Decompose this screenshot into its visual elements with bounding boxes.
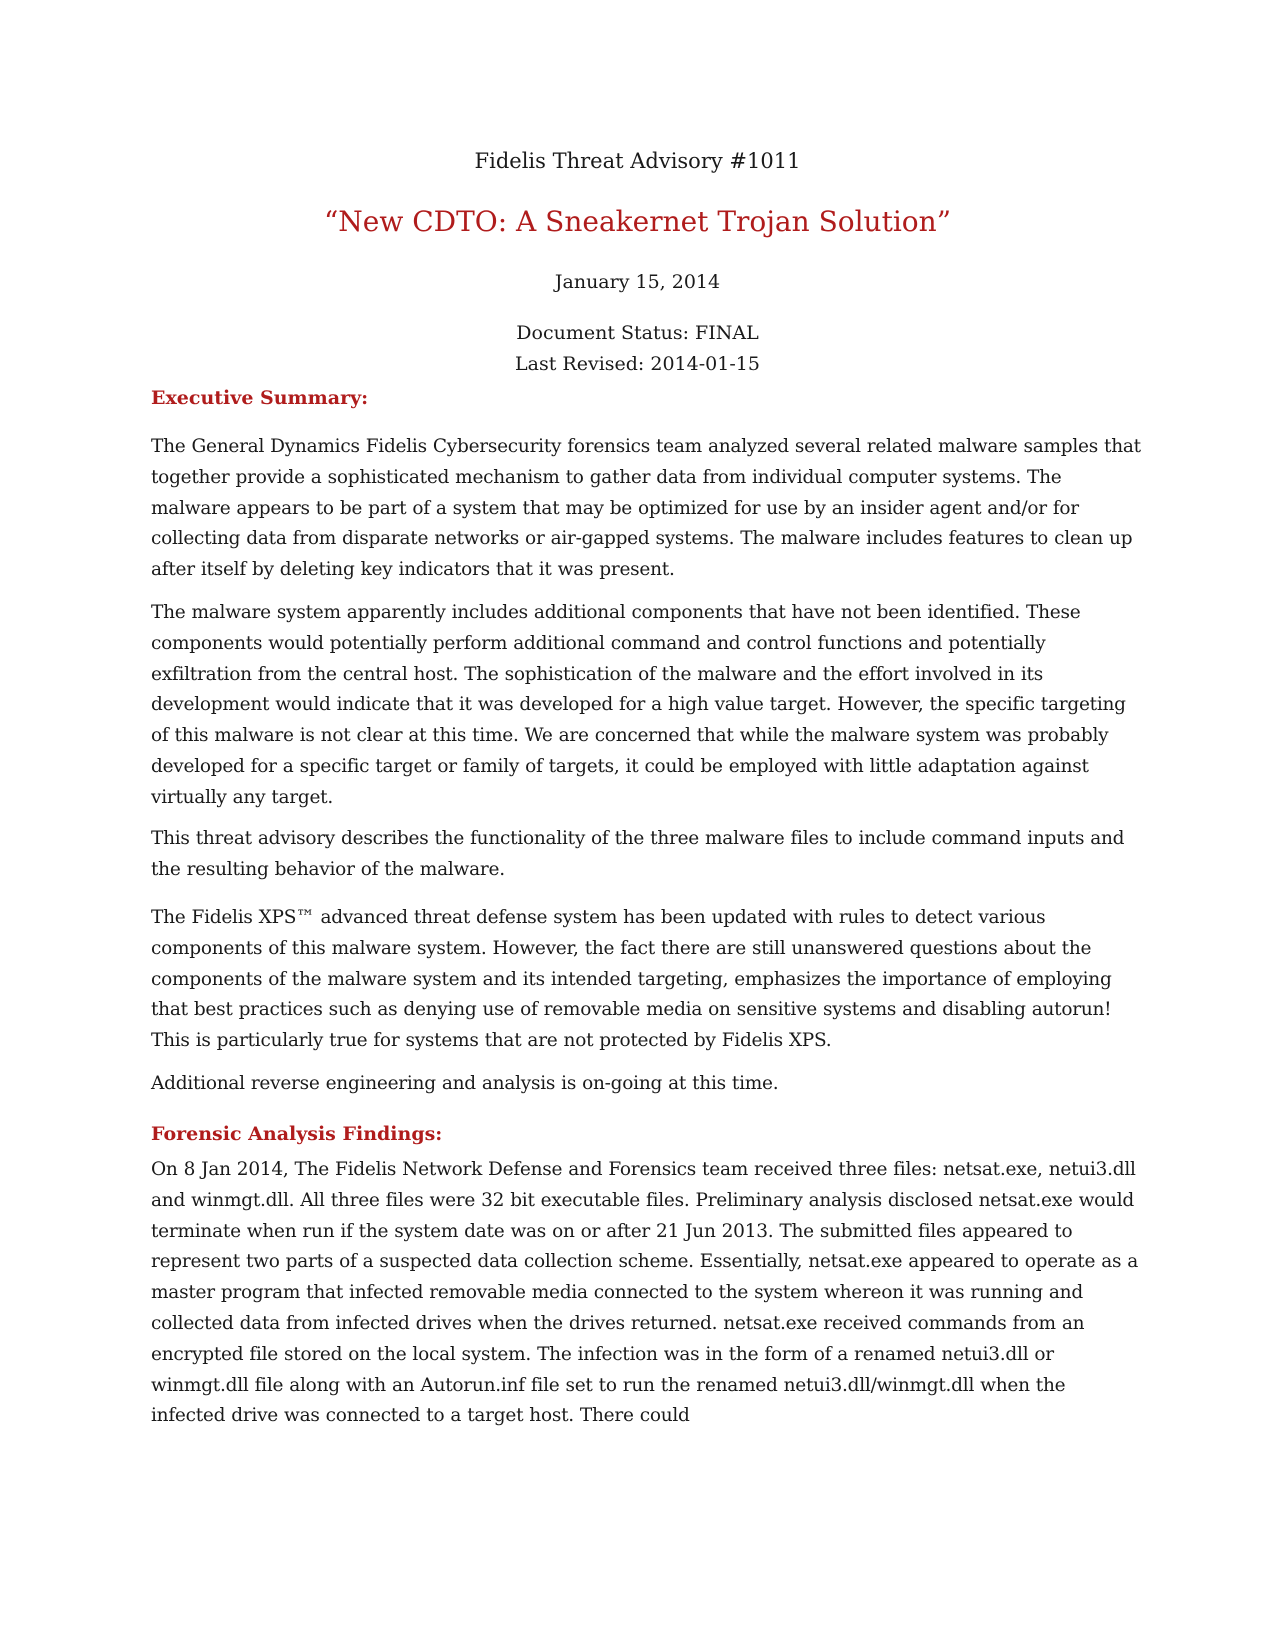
exec-summary-paragraph-3 xyxy=(151,824,1141,886)
paragraph-text: Additional reverse engineering and analysis is on-going at this time. xyxy=(151,1073,779,1094)
last-revised: Last Revised: 2014-01-15 xyxy=(515,353,760,375)
exec-summary-paragraph-4 xyxy=(151,903,1141,1057)
paragraph-text: The General Dynamics Fidelis Cybersecurity forensics team analyzed several related malware samples that together provide a sophisticated mechanism to gather data from individual computer systems. The malware appears to be part of a system that may be optimized for use by an insider agent and/or for collecting data from disparate networks or air-gapped systems. The malware includes features to clean up after itself by deleting key indicators that it was present. xyxy=(151,436,1141,581)
forensic-findings-heading: Forensic Analysis Findings: xyxy=(151,1123,443,1145)
exec-summary-paragraph-1 xyxy=(151,432,1141,586)
document-status: Document Status: FINAL xyxy=(516,322,759,344)
forensic-findings-paragraph-1 xyxy=(151,1155,1141,1432)
document-date: January 15, 2014 xyxy=(554,271,721,293)
paragraph-text: This threat advisory describes the functionality of the three malware files to include command inputs and the resulting behavior of the malware. xyxy=(151,828,1125,880)
executive-summary-heading: Executive Summary: xyxy=(151,387,369,409)
document-title: “New CDTO: A Sneakernet Trojan Solution” xyxy=(323,205,952,238)
exec-summary-paragraph-5 xyxy=(151,1069,1141,1100)
paragraph-text: The malware system apparently includes additional components that have not been identified. These components would potentially perform additional command and control functions and potentially exfiltration from the central host. The sophistication of the malware and the effort involved in its development would indicate that it was developed for a high value target. However, the specific targeting of this malware is not clear at this time. We are concerned that while the malware system was probably developed for a specific target or family of targets, it could be employed with little adaptation against virtually any target. xyxy=(151,602,1126,808)
paragraph-text: The Fidelis XPS™ advanced threat defense system has been updated with rules to detect various components of this malware system. However, the fact there are still unanswered questions about the components of the malware system and its intended targeting, emphasizes the importance of employing that best practices such as denying use of removable media on sensitive systems and disabling autorun! This is particularly true for systems that are not protected by Fidelis XPS. xyxy=(151,907,1112,1052)
advisory-title: Fidelis Threat Advisory #1011 xyxy=(474,149,801,173)
exec-summary-paragraph-2 xyxy=(151,598,1141,814)
paragraph-text: On 8 Jan 2014, The Fidelis Network Defense and Forensics team received three files: netsat.exe, netui3.dll and winmgt.dll. All three files were 32 bit executable files. Preliminary analysis disclosed netsat.exe would terminate when run if the system date was on or after 21 Jun 2013. The submitted files appeared to represent two parts of a suspected data collection scheme. Essentially, netsat.exe appeared to operate as a master program that infected removable media connected to the system whereon it was running and collected data from infected drives when the drives returned. netsat.exe received commands from an encrypted file stored on the local system. The infection was in the form of a renamed netui3.dll or winmgt.dll file along with an Autorun.inf file set to run the renamed netui3.dll/winmgt.dll when the infected drive was connected to a target host. There could xyxy=(151,1159,1139,1427)
document-status-block xyxy=(0,318,1275,380)
